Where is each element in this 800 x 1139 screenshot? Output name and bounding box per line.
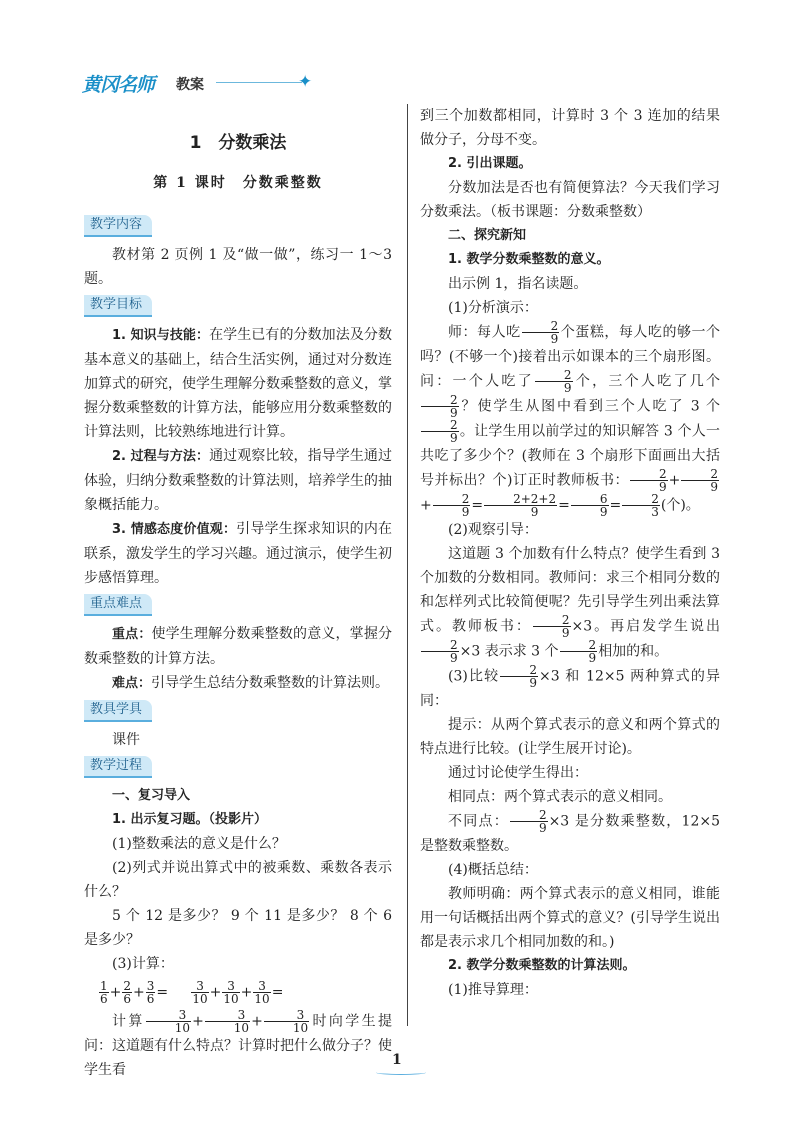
goal-2-label: 2. 过程与方法： (112, 449, 210, 464)
goal-3-label: 3. 情感态度价值观： (112, 522, 237, 537)
fraction: $\frac{3}{10}$ (223, 979, 239, 1006)
fraction: $\frac{2}{9}$ (522, 320, 560, 345)
step-2-2: 2. 教学分数乘整数的计算法则。 (448, 958, 636, 973)
heading-goals: 教学目标 (84, 295, 152, 317)
fraction: $\frac{2}{9}$ (510, 809, 548, 834)
diff-text: 引导学生总结分数乘整数的计算法则。 (151, 675, 390, 691)
question-1: (1)整数乘法的意义是什么？ (112, 836, 286, 852)
brand-logo: 黄冈名师 (82, 74, 155, 96)
goal-3 (84, 517, 392, 590)
fraction: $\frac{3}{10}$ (146, 1009, 191, 1034)
step-1-2: 2. 引出课题。 (448, 156, 532, 171)
question-2: (2)列式并说出算式中的被乘数、乘数各表示什么？ (84, 860, 392, 900)
lesson-title: 1 分数乘法 (189, 133, 287, 153)
fraction: $\frac{2}{9}$ (421, 394, 459, 419)
goal-3-text: 引导学生探求知识的内在联系，激发学生的学习兴趣。通过演示，使学生初步感悟算理。 (84, 521, 393, 586)
step-2-1: 1. 教学分数乘整数的意义。 (448, 252, 610, 267)
observe-text: 这道题 3 个加数有什么特点？使学生看到 3 个加数的分数相同。教师问：求三个相同分数的和怎样列式比较简便呢？先引导学生列出乘法算式。教师板书： $\frac{2}{9}$ ×3。再启发学生说出 $\frac{2}{9}$ ×3 表示求 3 个 $\frac{2}{9}$ 相加的和。 (420, 546, 721, 665)
goal-2-text: 通过观察比较，指导学生通过体验，归纳分数乘整数的计算法则，培养学生的抽象概括能力。 (84, 448, 392, 513)
fraction: $\frac{2}{9}$ (560, 639, 598, 664)
goal-1 (84, 323, 392, 444)
fraction: $\frac{2}{9}$ (500, 664, 538, 689)
diff-point: 不同点： $\frac{2}{9}$ ×3 是分数乘整数，12×5 是整数乘整数。 (420, 808, 720, 854)
same-point: 相同点：两个算式表示的意义相同。 (448, 789, 672, 805)
fraction: $\frac{2}{3}$ (622, 493, 660, 518)
page-number-wave (376, 1070, 426, 1075)
left-column (84, 125, 392, 1082)
step-1-1: 1. 出示复习题。（投影片） (112, 812, 268, 827)
fraction: $\frac{2}{6}$ (123, 979, 132, 1006)
sparkle-icon: ✦ (298, 72, 313, 92)
section-2-heading: 二、探究新知 (448, 228, 527, 243)
fraction: $\frac{2}{9}$ (433, 493, 471, 518)
tools-text: 课件 (112, 732, 140, 748)
key-text: 使学生理解分数乘整数的意义，掌握分数乘整数的计算方法。 (84, 626, 392, 667)
column-divider (407, 104, 408, 1026)
key-point (84, 622, 392, 671)
discussion: 通过讨论使学生得出： (448, 765, 588, 781)
compare-hint: 提示：从两个算式表示的意义和两个算式的特点进行比较。(让学生展开讨论)。 (420, 717, 720, 757)
compare-text: (3)比较 $\frac{2}{9}$ ×3 和 12×5 两种算式的异同： (420, 663, 720, 709)
fraction: $\frac{3}{10}$ (264, 1009, 309, 1034)
page-number: 1 (392, 1052, 402, 1068)
fraction: $\frac{1}{6}$ (100, 979, 108, 1006)
heading-content: 教学内容 (84, 215, 152, 237)
question-2b: 5 个 12 是多少？ 9 个 11 是多少？ 8 个 6 是多少？ (84, 908, 392, 948)
right-column (420, 104, 720, 1002)
fraction: $\frac{2}{9}$ (630, 468, 668, 493)
derive-heading: (1)推导算理： (448, 982, 538, 998)
fraction: $\frac{2}{9}$ (421, 639, 459, 664)
step-1-2-text: 分数加法是否也有简便算法？今天我们学习分数乘法。（板书课题：分数乘整数） (420, 180, 720, 220)
fraction: $\frac{2+2+2}{9}$ (484, 493, 557, 518)
example-1: 出示例 1，指名读题。 (448, 276, 588, 292)
analysis-heading: (1)分析演示： (448, 300, 538, 316)
heading-process: 教学过程 (84, 756, 152, 778)
section-label: 教案 (176, 77, 204, 93)
fraction: $\frac{2}{9}$ (535, 369, 573, 394)
section-1-heading: 一、复习导入 (112, 788, 191, 803)
observe-heading: (2)观察引导： (448, 522, 538, 538)
header-rule (216, 82, 302, 83)
calc-line: $\frac{1}{6}$ + $\frac{2}{6}$ + $\frac{3}{6}$ = $\frac{3}{10}$ + $\frac{3}{10}$ + $\frac{3}{10}$ = (100, 979, 284, 1006)
fraction: $\frac{3}{10}$ (254, 979, 270, 1006)
fraction: $\frac{2}{9}$ (421, 419, 459, 444)
question-3: (3)计算： (112, 956, 174, 972)
summary-heading: (4)概括总结： (448, 862, 538, 878)
continued-text: 到三个加数都相同，计算时 3 个 3 连加的结果做分子，分母不变。 (420, 108, 720, 148)
goal-2 (84, 444, 392, 517)
difficult-point (84, 671, 392, 696)
fraction: $\frac{3}{10}$ (205, 1009, 250, 1034)
lesson-subtitle: 第 1 课时 分数乘整数 (153, 175, 323, 191)
goal-1-text: 在学生已有的分数加法及分数基本意义的基础上，结合生活实例，通过对分数连加算式的研究，使学生理解分数乘整数的意义，掌握分数乘整数的计算方法，能够应用分数乘整数的计算法则，比较熟练地进行计算。 (84, 327, 392, 440)
summary-text: 教师明确：两个算式表示的意义相同，谁能用一句话概括出两个算式的意义？(引导学生说出都是表示求几个相同加数的和。) (420, 886, 720, 950)
key-label: 重点： (112, 627, 152, 642)
heading-key: 重点难点 (84, 594, 152, 616)
diff-label: 难点： (112, 676, 152, 691)
fraction: $\frac{2}{9}$ (533, 614, 571, 639)
calc-question: 计算 $\frac{3}{10}$ + $\frac{3}{10}$ + $\frac{3}{10}$ 时向学生提问：这道题有什么特点？计算时把什么做分子？使学生看 (84, 1008, 393, 1078)
goal-1-label: 1. 知识与技能： (112, 328, 210, 343)
fraction: $\frac{3}{10}$ (192, 979, 208, 1006)
analysis-text: 师：每人吃 $\frac{2}{9}$ 个蛋糕，每人吃的够一个吗？(不够一个)接着出示如课本的三个扇形图。问：一个人吃了 $\frac{2}{9}$ 个，三个人吃了几个 $\frac{2}{9}$ ？使学生从图中看到三个人吃了 3 个 $\frac{2}{9}$ 。让学生用以前学过的知识解答 3 个人一共吃了多少个？(教师在 3 个扇形下面画出大括号并标出？个)订正时教师板书： $\frac{2}{9}$ + $\frac{2}{9}$ + $\frac{2}{9}$ = $\frac{2+2+2}{9}$ = $\frac{6}{9}$ = $\frac{2}{3}$ (个)。 (420, 319, 721, 519)
heading-tools: 教具学具 (84, 700, 152, 722)
fraction: $\frac{3}{6}$ (146, 979, 155, 1006)
fraction: $\frac{6}{9}$ (571, 493, 609, 518)
content-text: 教材第 2 页例 1 及“做一做”，练习一 1～3 题。 (84, 247, 392, 287)
fraction: $\frac{2}{9}$ (681, 468, 719, 493)
